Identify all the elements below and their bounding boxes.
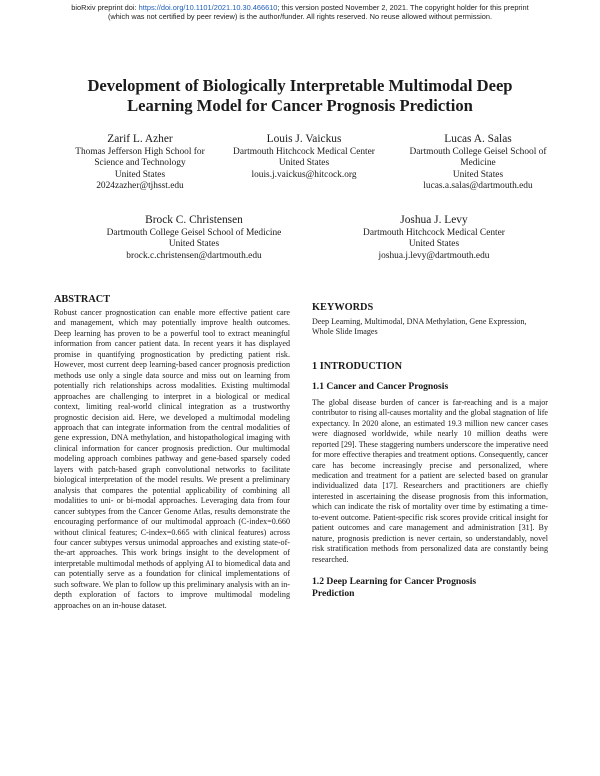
- right-column: [312, 302, 548, 600]
- author-email[interactable]: brock.c.christensen@dartmouth.edu: [126, 250, 262, 261]
- author-name: Lucas A. Salas: [444, 133, 512, 145]
- preprint-header: [0, 3, 600, 21]
- author-name: Louis J. Vaickus: [266, 133, 342, 145]
- subsection-1-2-heading: 1.2 Deep Learning for Cancer Prognosis Prediction: [312, 576, 477, 600]
- subsection-1-1-heading: 1.1 Cancer and Cancer Prognosis: [312, 380, 449, 392]
- abstract-text: Robust cancer prognostication can enable more effective patient care and management, which may potentially improve health outcomes. Deep learning has proven to be a powerful tool to extract meaningful information from cancer patient data. In recent years it has displayed promise in quantifying prognostication by predicting patient risk. However, most current deep learning-based cancer prognosis prediction methods use only a single data source and miss out on learning from potentially rich relationships across modalities. Existing multimodal approaches are challenging to interpret in a biological or medical context, limiting real-world clinical integration as a trustworthy prognostic decision aid. Here, we developed a multimodal modeling approach that can integrate information from the central modalities of gene expression, DNA methylation, and histopathological imaging with clinical information for cancer prognosis prediction. Our multimodal modeling approach combines pathway and gene-based sparsely coded layers with patch-based graph convolutional networks to facilitate biological interpretation of the model results. We present a preliminary analysis that compares the potential applicability of combining all modalities to uni- or bi-modal approaches. Leveraging data from four cancer subtypes from the Cancer Genome Atlas, results demonstrate the encouraging performance of our multimodal approach (C-index=0.660 without clinical features; C-index=0.665 with clinical features) across four cancer subtypes versus unimodal approaches and existing state-of-the-art approaches. This work brings insight to the development of interpretable multimodal methods of applying AI to biomedical data and can potentially serve as a foundation for clinical implementations of such software. We plan to follow up this preliminary analysis with an in-depth exploration of factors to improve multimodal modeling approaches on an in-house dataset.: [54, 308, 290, 610]
- author-name: Joshua J. Levy: [400, 214, 468, 226]
- keywords-text: Deep Learning, Multimodal, DNA Methylation, Gene Expression, Whole Slide Images: [312, 317, 527, 337]
- doi-link[interactable]: https://doi.org/10.1101/2021.10.30.466610: [138, 3, 278, 12]
- author-block-5: Joshua J. Levy Dartmouth Hitchcock Medical Center United States joshua.j.levy@dartmouth.edu: [334, 213, 534, 262]
- paper-title: [40, 76, 560, 116]
- preprint-header-line2: (which was not certified by peer review) is the author/funder. All rights reserved. No reuse allowed without permission.: [107, 12, 493, 21]
- introduction-heading: 1 INTRODUCTION: [312, 360, 403, 372]
- author-block-2: Louis J. Vaickus Dartmouth Hitchcock Medical Center United States louis.j.vaickus@hitcock.org: [214, 132, 394, 181]
- author-email[interactable]: lucas.a.salas@dartmouth.edu: [423, 181, 533, 192]
- author-block-4: Brock C. Christensen Dartmouth College Geisel School of Medicine United States brock.c.christensen@dartmouth.edu: [84, 213, 304, 262]
- author-email[interactable]: 2024zazher@tjhsst.edu: [96, 181, 184, 192]
- keywords-heading: KEYWORDS: [312, 302, 374, 313]
- abstract-heading: ABSTRACT: [54, 294, 111, 305]
- preprint-header-line1: bioRxiv preprint doi: https://doi.org/10.1101/2021.10.30.466610; this version posted November 2, 2021. The copyright holder for this preprint: [71, 3, 529, 12]
- paper-title-line2: Learning Model for Cancer Prognosis Prediction: [127, 96, 473, 115]
- author-email[interactable]: louis.j.vaickus@hitcock.org: [251, 169, 357, 180]
- author-email[interactable]: joshua.j.levy@dartmouth.edu: [378, 250, 490, 261]
- subsection-1-1-text: The global disease burden of cancer is far-reaching and is a major contributor to rising all-causes mortality and the global stagnation of life expectancy. In 2020 alone, an estimated 19.3 million new cancer cases were diagnosed worldwide, while nearly 10 million deaths were reported [29]. These staggering numbers underscore the imperative need for more effective therapies and treatment options. Consequently, cancer care has become increasingly precise and personalized, where medication and treatment for a patient are selected based on granular individualized data [17]. Researchers and practitioners are chiefly interested in ascertaining the disease prognosis from this information, which can indicate the risk of mortality over time by estimating a time-to-event outcome. Patient-specific risk scores provide critical insight for patient outcomes and care management and administration [31]. By nature, prognosis prediction is never certain, so understandably, novel risk stratification methods from personalized data are constantly being researched.: [312, 397, 548, 564]
- author-block-1: Zarif L. Azher Thomas Jefferson High School for Science and Technology United States 2024zazher@tjhsst.edu: [50, 132, 230, 193]
- paper-title-line1: Development of Biologically Interpretable Multimodal Deep: [87, 76, 513, 95]
- author-name: Brock C. Christensen: [145, 214, 243, 226]
- author-block-3: Lucas A. Salas Dartmouth College Geisel School of Medicine United States lucas.a.salas@dartmouth.edu: [388, 132, 568, 193]
- author-name: Zarif L. Azher: [107, 133, 173, 145]
- abstract-section: [54, 294, 290, 611]
